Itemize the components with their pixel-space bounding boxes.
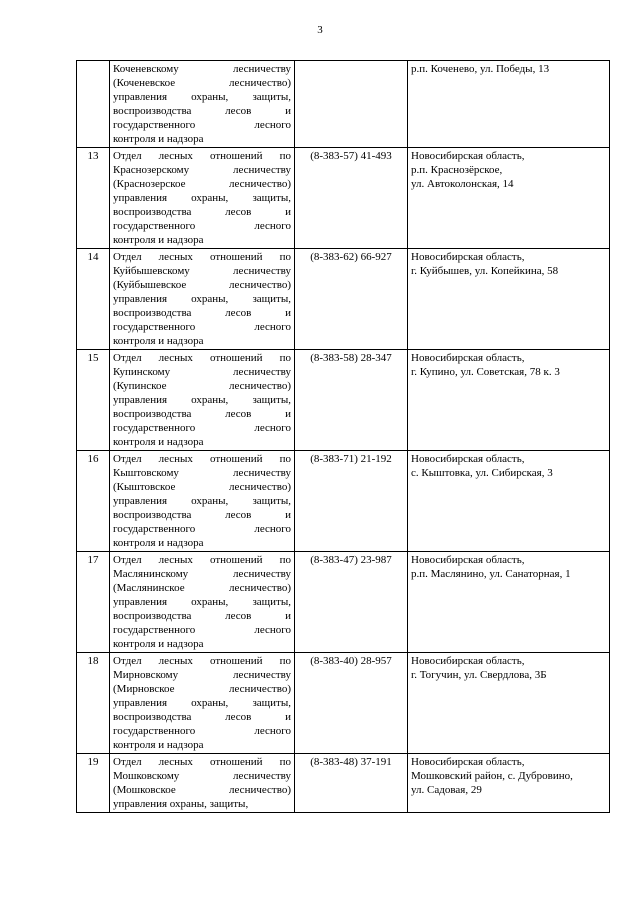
phone-number: (8-383-71) 21-192: [295, 451, 408, 552]
address-line: Новосибирская область,: [411, 150, 525, 162]
department-name-line: Маслянинскому лесничеству: [113, 568, 291, 580]
department-name: [110, 61, 295, 148]
table-row: [77, 148, 610, 249]
address-line: с. Кыштовка, ул. Сибирская, 3: [411, 467, 553, 479]
department-name-line: Кыштовскому лесничеству: [113, 467, 291, 479]
phone-number: (8-383-57) 41-493: [295, 148, 408, 249]
department-name-line: управления охраны, защиты,: [113, 596, 291, 608]
department-name-line: воспроизводства лесов и: [113, 711, 291, 723]
table-row: [77, 61, 610, 148]
table-row: [77, 754, 610, 813]
table-row: [77, 653, 610, 754]
table-row: [77, 552, 610, 653]
department-name-line: Купинскому лесничеству: [113, 366, 291, 378]
department-name-line: государственного лесного: [113, 220, 291, 232]
department-name-line: воспроизводства лесов и: [113, 408, 291, 420]
department-name-line: контроля и надзора: [113, 335, 204, 347]
department-name-line: управления охраны, защиты,: [113, 91, 291, 103]
row-number: [77, 61, 110, 148]
address-line: Новосибирская область,: [411, 655, 525, 667]
department-name-line: воспроизводства лесов и: [113, 610, 291, 622]
row-number: 14: [77, 249, 110, 350]
phone-number: (8-383-47) 23-987: [295, 552, 408, 653]
department-name-line: Отдел лесных отношений по: [113, 655, 291, 667]
phone-number: (8-383-58) 28-347: [295, 350, 408, 451]
department-name-line: управления охраны, защиты,: [113, 495, 291, 507]
row-number: 17: [77, 552, 110, 653]
address: [408, 754, 610, 813]
table-row: [77, 451, 610, 552]
department-name-line: контроля и надзора: [113, 234, 204, 246]
department-name-line: контроля и надзора: [113, 133, 204, 145]
department-name-line: контроля и надзора: [113, 638, 204, 650]
address-line: р.п. Краснозёрское,: [411, 164, 503, 176]
department-name-line: воспроизводства лесов и: [113, 509, 291, 521]
department-name-line: государственного лесного: [113, 624, 291, 636]
department-name-line: управления охраны, защиты,: [113, 192, 291, 204]
department-name-line: контроля и надзора: [113, 739, 204, 751]
department-name-line: управления охраны, защиты,: [113, 798, 249, 810]
row-number: 16: [77, 451, 110, 552]
department-name: [110, 249, 295, 350]
department-name-line: Мирновскому лесничеству: [113, 669, 291, 681]
department-name-line: Мошковскому лесничеству: [113, 770, 291, 782]
address-line: г. Тогучин, ул. Свердлова, 3Б: [411, 669, 547, 681]
address: [408, 148, 610, 249]
department-name-line: государственного лесного: [113, 321, 291, 333]
department-name-line: контроля и надзора: [113, 436, 204, 448]
department-name-line: (Коченевское лесничество): [113, 77, 291, 89]
address: [408, 653, 610, 754]
department-name-line: государственного лесного: [113, 523, 291, 535]
department-name: [110, 552, 295, 653]
department-name-line: Отдел лесных отношений по: [113, 150, 291, 162]
department-name: [110, 653, 295, 754]
address: [408, 249, 610, 350]
department-name-line: государственного лесного: [113, 119, 291, 131]
department-name-line: Куйбышевскому лесничеству: [113, 265, 291, 277]
department-name-line: Отдел лесных отношений по: [113, 453, 291, 465]
table-row: [77, 350, 610, 451]
address-line: г. Купино, ул. Советская, 78 к. 3: [411, 366, 560, 378]
phone-number: (8-383-40) 28-957: [295, 653, 408, 754]
address-line: ул. Садовая, 29: [411, 784, 482, 796]
department-name-line: Краснозерскому лесничеству: [113, 164, 291, 176]
row-number: 19: [77, 754, 110, 813]
department-name: [110, 451, 295, 552]
department-name-line: Отдел лесных отношений по: [113, 554, 291, 566]
department-name-line: (Мирновское лесничество): [113, 683, 291, 695]
address-line: Новосибирская область,: [411, 453, 525, 465]
page-number: 3: [317, 24, 323, 36]
department-name-line: государственного лесного: [113, 725, 291, 737]
department-name-line: Коченевскому лесничеству: [113, 63, 291, 75]
address: [408, 61, 610, 148]
address-line: Новосибирская область,: [411, 251, 525, 263]
address-line: р.п. Коченево, ул. Победы, 13: [411, 63, 550, 75]
phone-number: (8-383-48) 37-191: [295, 754, 408, 813]
department-name-line: (Куйбышевское лесничество): [113, 279, 291, 291]
department-name-line: государственного лесного: [113, 422, 291, 434]
phone-number: (8-383-62) 66-927: [295, 249, 408, 350]
forestry-contacts-table: [76, 60, 610, 813]
address-line: Мошковский район, с. Дубровино,: [411, 770, 573, 782]
department-name-line: управления охраны, защиты,: [113, 697, 291, 709]
department-name-line: (Кыштовское лесничество): [113, 481, 291, 493]
department-name-line: управления охраны, защиты,: [113, 293, 291, 305]
address: [408, 350, 610, 451]
address-line: Новосибирская область,: [411, 756, 525, 768]
address-line: Новосибирская область,: [411, 352, 525, 364]
department-name-line: воспроизводства лесов и: [113, 105, 291, 117]
table-row: [77, 249, 610, 350]
department-name-line: контроля и надзора: [113, 537, 204, 549]
row-number: 15: [77, 350, 110, 451]
department-name-line: (Маслянинское лесничество): [113, 582, 291, 594]
department-name-line: воспроизводства лесов и: [113, 307, 291, 319]
table-body: [77, 61, 610, 813]
department-name-line: (Купинское лесничество): [113, 380, 291, 392]
address-line: г. Куйбышев, ул. Копейкина, 58: [411, 265, 559, 277]
address-line: ул. Автоколонская, 14: [411, 178, 514, 190]
department-name-line: Отдел лесных отношений по: [113, 756, 291, 768]
phone-number: [295, 61, 408, 148]
row-number: 18: [77, 653, 110, 754]
address-line: Новосибирская область,: [411, 554, 525, 566]
address-line: р.п. Маслянино, ул. Санаторная, 1: [411, 568, 571, 580]
department-name-line: Отдел лесных отношений по: [113, 352, 291, 364]
department-name-line: (Краснозерское лесничество): [113, 178, 291, 190]
department-name-line: воспроизводства лесов и: [113, 206, 291, 218]
department-name: [110, 350, 295, 451]
address: [408, 552, 610, 653]
department-name-line: управления охраны, защиты,: [113, 394, 291, 406]
department-name: [110, 148, 295, 249]
department-name: [110, 754, 295, 813]
row-number: 13: [77, 148, 110, 249]
department-name-line: (Мошковское лесничество): [113, 784, 291, 796]
department-name-line: Отдел лесных отношений по: [113, 251, 291, 263]
address: [408, 451, 610, 552]
